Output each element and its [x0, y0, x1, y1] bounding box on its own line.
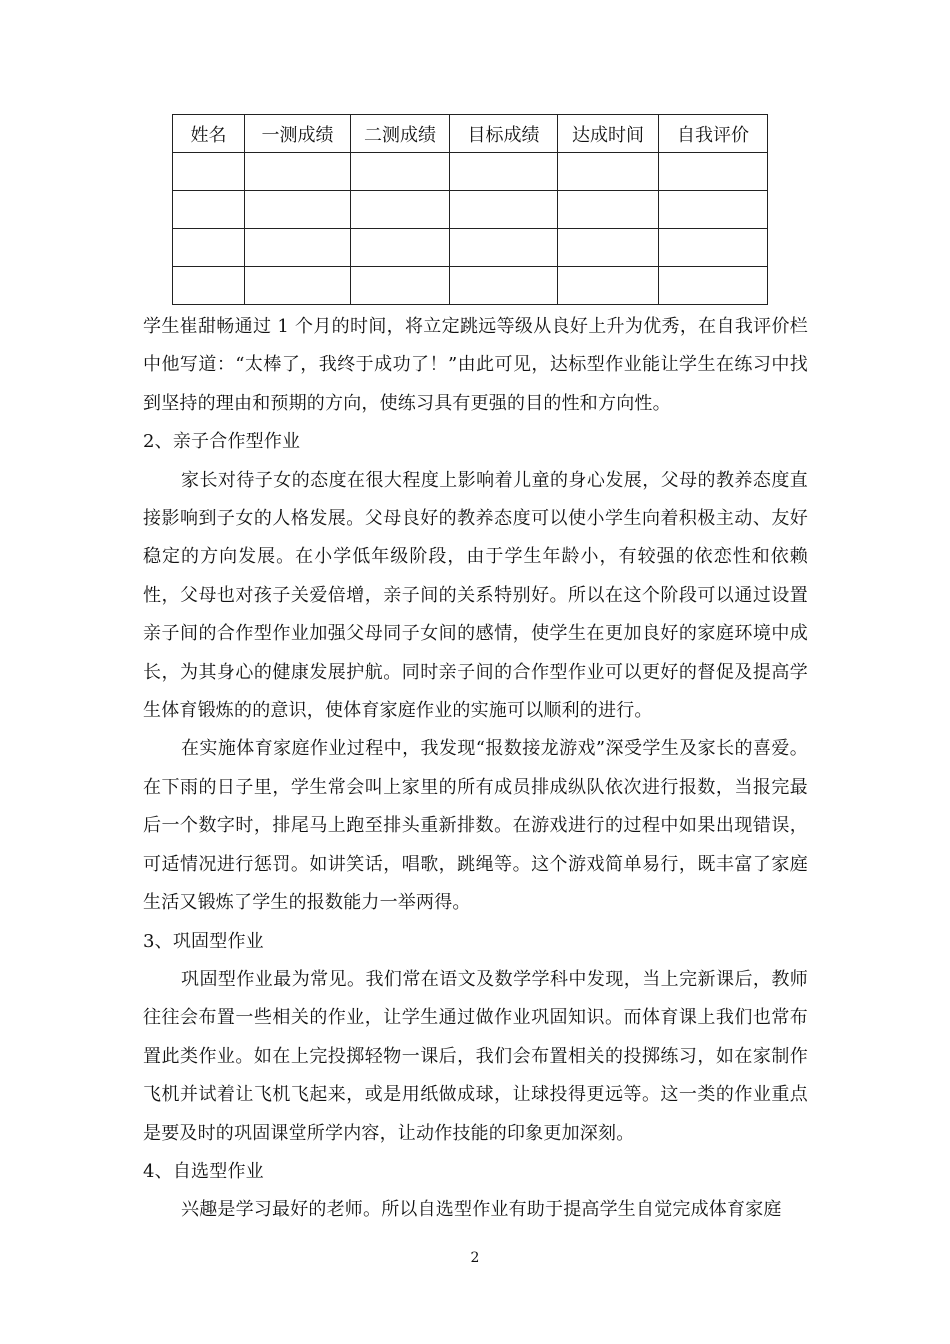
- section-heading: 4、自选型作业: [143, 1160, 264, 1182]
- header-second-test: 二测成绩: [351, 115, 450, 153]
- section-heading: 2、亲子合作型作业: [143, 431, 301, 453]
- page-number: 2: [470, 1250, 480, 1266]
- table-cell: [450, 191, 558, 229]
- table-cell: [351, 229, 450, 267]
- table-row: [173, 191, 768, 229]
- table-cell: [173, 267, 245, 305]
- table-cell: [245, 267, 351, 305]
- table-cell: [558, 153, 659, 191]
- paragraph: 学生崔甜畅通过 1 个月的时间，将立定跳远等级从良好上升为优秀，在自我评价栏中他写道：“太棒了，我终于成功了！”由此可见，达标型作业能让学生在练习中找到坚持的理由和预期的方向，使练习具有更强的目的性和方向性。: [143, 316, 808, 414]
- body-text: [143, 308, 808, 1230]
- header-target: 目标成绩: [450, 115, 558, 153]
- table-cell: [245, 153, 351, 191]
- table-row: [173, 229, 768, 267]
- table-row: [173, 153, 768, 191]
- paragraph: 兴趣是学习最好的老师。所以自选型作业有助于提高学生自觉完成体育家庭: [181, 1199, 782, 1221]
- table-cell: [659, 267, 768, 305]
- table-cell: [351, 191, 450, 229]
- table-cell: [558, 229, 659, 267]
- table-cell: [659, 153, 768, 191]
- paragraph: 家长对待子女的态度在很大程度上影响着儿童的身心发展，父母的教养态度直接影响到子女的人格发展。父母良好的教养态度可以使小学生向着积极主动、友好稳定的方向发展。在小学低年级阶段，由于学生年龄小，有较强的依恋性和依赖性，父母也对孩子关爱倍增，亲子间的关系特别好。所以在这个阶段可以通过设置亲子间的合作型作业加强父母同子女间的感情，使学生在更加良好的家庭环境中成长，为其身心的健康发展护航。同时亲子间的合作型作业可以更好的督促及提高学生体育锻炼的的意识，使体育家庭作业的实施可以顺利的进行。: [143, 469, 808, 722]
- header-name: 姓名: [173, 115, 245, 153]
- header-achieve-time: 达成时间: [558, 115, 659, 153]
- table-cell: [450, 229, 558, 267]
- header-self-eval: 自我评价: [659, 115, 768, 153]
- paragraph: 巩固型作业最为常见。我们常在语文及数学学科中发现，当上完新课后，教师往往会布置一些相关的作业，让学生通过做作业巩固知识。而体育课上我们也常布置此类作业。如在上完投掷轻物一课后，我们会布置相关的投掷练习，如在家制作飞机并试着让飞机飞起来，或是用纸做成球，让球投得更远等。这一类的作业重点是要及时的巩固课堂所学内容，让动作技能的印象更加深刻。: [143, 968, 808, 1144]
- paragraph: 在实施体育家庭作业过程中，我发现“报数接龙游戏”深受学生及家长的喜爱。在下雨的日子里，学生常会叫上家里的所有成员排成纵队依次进行报数，当报完最后一个数字时，排尾马上跑至排头重新排数。在游戏进行的过程中如果出现错误，可适情况进行惩罚。如讲笑话，唱歌，跳绳等。这个游戏简单易行，既丰富了家庭生活又锻炼了学生的报数能力一举两得。: [143, 738, 808, 914]
- table-cell: [351, 153, 450, 191]
- score-table: [172, 114, 768, 305]
- table-header-row: [173, 115, 768, 153]
- table-cell: [245, 191, 351, 229]
- table-cell: [558, 267, 659, 305]
- table-cell: [351, 267, 450, 305]
- table-row: [173, 267, 768, 305]
- table-cell: [659, 191, 768, 229]
- table-cell: [173, 229, 245, 267]
- header-first-test: 一测成绩: [245, 115, 351, 153]
- section-heading: 3、巩固型作业: [143, 930, 264, 952]
- table-cell: [450, 153, 558, 191]
- table-cell: [659, 229, 768, 267]
- table-cell: [450, 267, 558, 305]
- table-cell: [173, 153, 245, 191]
- table-cell: [173, 191, 245, 229]
- table-cell: [245, 229, 351, 267]
- table-cell: [558, 191, 659, 229]
